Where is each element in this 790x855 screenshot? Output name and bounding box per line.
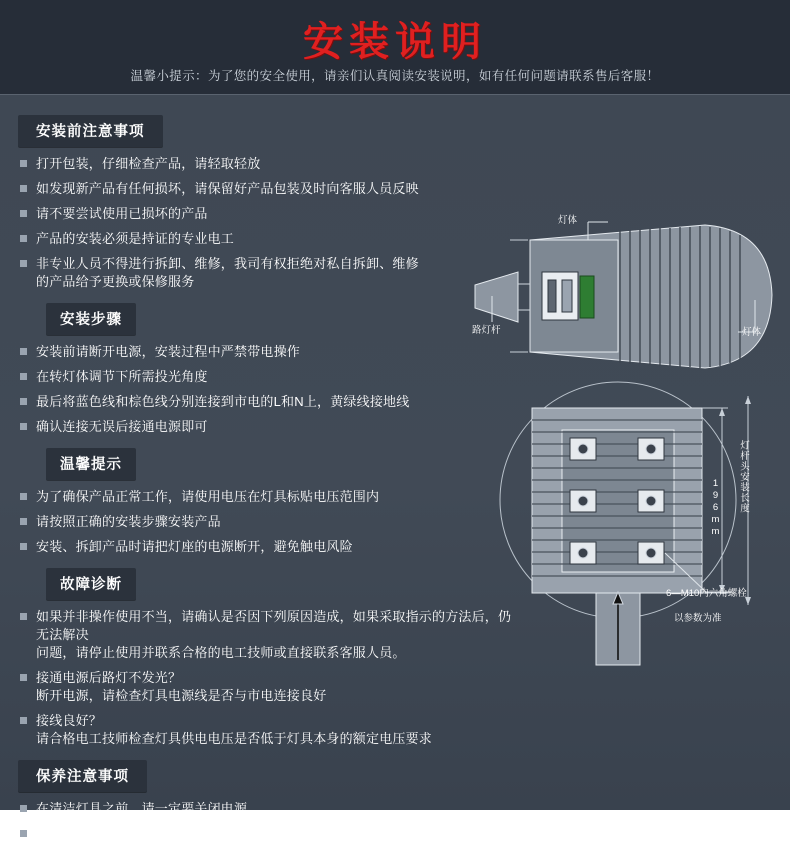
section-heading: 故障诊断 [46,568,136,600]
bullet-icon [20,543,27,550]
section-warm-tips [18,448,518,556]
list-item [18,343,518,361]
list-item [18,180,518,198]
section-heading: 安装前注意事项 [18,115,163,147]
page-body [0,95,790,841]
list-item-line: 安装前请断开电源，安装过程中严禁带电操作 [36,344,301,359]
instruction-sections [18,115,518,855]
list-item-line: 问题，请停止使用并联系合格的电工技师或直接联系客服人员。 [36,645,406,660]
list-item-line: 产品的安装必须是持证的专业电工 [36,231,235,246]
list-item-line: 接通电源后路灯不发光？ [36,670,182,685]
list-item [18,255,518,291]
list-item [18,393,518,411]
section-items [18,488,518,556]
list-item [18,368,518,386]
list-item-line: 请合格电工技师检查灯具供电电压是否低于灯具本身的额定电压要求 [36,731,433,746]
section-items [18,800,518,843]
bullet-icon [20,805,27,812]
section-install-steps [18,303,518,436]
section-heading: 温馨提示 [46,448,136,480]
list-item [18,800,518,818]
label-lamp-body-right: 灯体 [742,327,762,338]
list-item-line: 如果并非操作使用不当，请确认是否因下列原因造成，如果采取指示的方法后，仍无法解决 [36,609,512,642]
label-pole: 路灯杆 [472,325,501,336]
list-item [18,538,518,556]
list-item [18,418,518,436]
bullet-icon [20,423,27,430]
list-item-line: 的产品给予更换或保修服务 [36,274,195,289]
list-item-line: 断开电源，请检查灯具电源线是否与市电连接良好 [36,688,327,703]
label-bolt-spec: 6—M10内六角螺栓 [666,588,747,599]
label-dim-196mm: 196mm [710,478,721,538]
street-lamp-diagram-svg [470,200,780,670]
list-item [18,608,518,662]
section-items [18,155,518,291]
bullet-icon [20,398,27,405]
bullet-icon [20,235,27,242]
list-item-line: 接线良好？ [36,713,103,728]
bullet-icon [20,373,27,380]
list-item-line: 确认连接无误后接通电源即可 [36,419,208,434]
list-item-line: 如发现新产品有任何损坏，请保留好产品包装及时向客服人员反映 [36,181,419,196]
list-item [18,230,518,248]
list-item-line: 为了确保产品正常工作，请使用电压在灯具标贴电压范围内 [36,489,380,504]
list-item [18,825,518,843]
bullet-icon [20,830,27,837]
list-item-line: 安装、拆卸产品时请把灯座的电源断开，避免触电风险 [36,539,353,554]
section-items [18,343,518,436]
list-item [18,513,518,531]
list-item-line: 最后将蓝色线和棕色线分别连接到市电的L和N上，黄绿线接地线 [36,394,410,409]
list-item-line: 请按照正确的安装步骤安装产品 [36,514,221,529]
section-troubleshooting [18,568,518,748]
list-item [18,669,518,705]
list-item [18,488,518,506]
label-parameter-note: 以参数为准 [674,613,722,624]
section-heading: 保养注意事项 [18,760,147,792]
page-header [0,0,790,95]
label-lamp-body-top: 灯体 [558,215,578,226]
bullet-icon [20,518,27,525]
page-title: 安装说明 [303,19,487,65]
list-item [18,205,518,223]
bullet-icon [20,210,27,217]
technical-drawing [470,200,780,670]
section-pre-install-notes [18,115,518,291]
bullet-icon [20,260,27,267]
bullet-icon [20,493,27,500]
bullet-icon [20,348,27,355]
list-item-line: 在转灯体调节下所需投光角度 [36,369,208,384]
section-maintenance-notes [18,760,518,843]
section-heading: 安装步骤 [46,303,136,335]
bullet-icon [20,674,27,681]
list-item-line: 打开包装，仔细检查产品，请轻取轻放 [36,156,261,171]
list-item [18,155,518,173]
label-dim-mount-length: 灯杆头安装长度 [738,440,749,514]
bullet-icon [20,613,27,620]
list-item-line: 在清洁灯具之前，请一定要关闭电源 [36,801,248,816]
bullet-icon [20,160,27,167]
section-items [18,608,518,748]
list-item [18,712,518,748]
list-item-line: 请不要尝试使用已损坏的产品 [36,206,208,221]
bullet-icon [20,717,27,724]
header-subtitle: 温馨小提示：为了您的安全使用，请亲们认真阅读安装说明，如有任何问题请联系售后客服！ [130,69,660,83]
bullet-icon [20,185,27,192]
list-item-line: 不要使用化学物品或有腐蚀性的东西去清洁 [36,826,287,841]
list-item-line: 非专业人员不得进行拆卸、维修，我司有权拒绝对私自拆卸、维修 [36,256,419,271]
